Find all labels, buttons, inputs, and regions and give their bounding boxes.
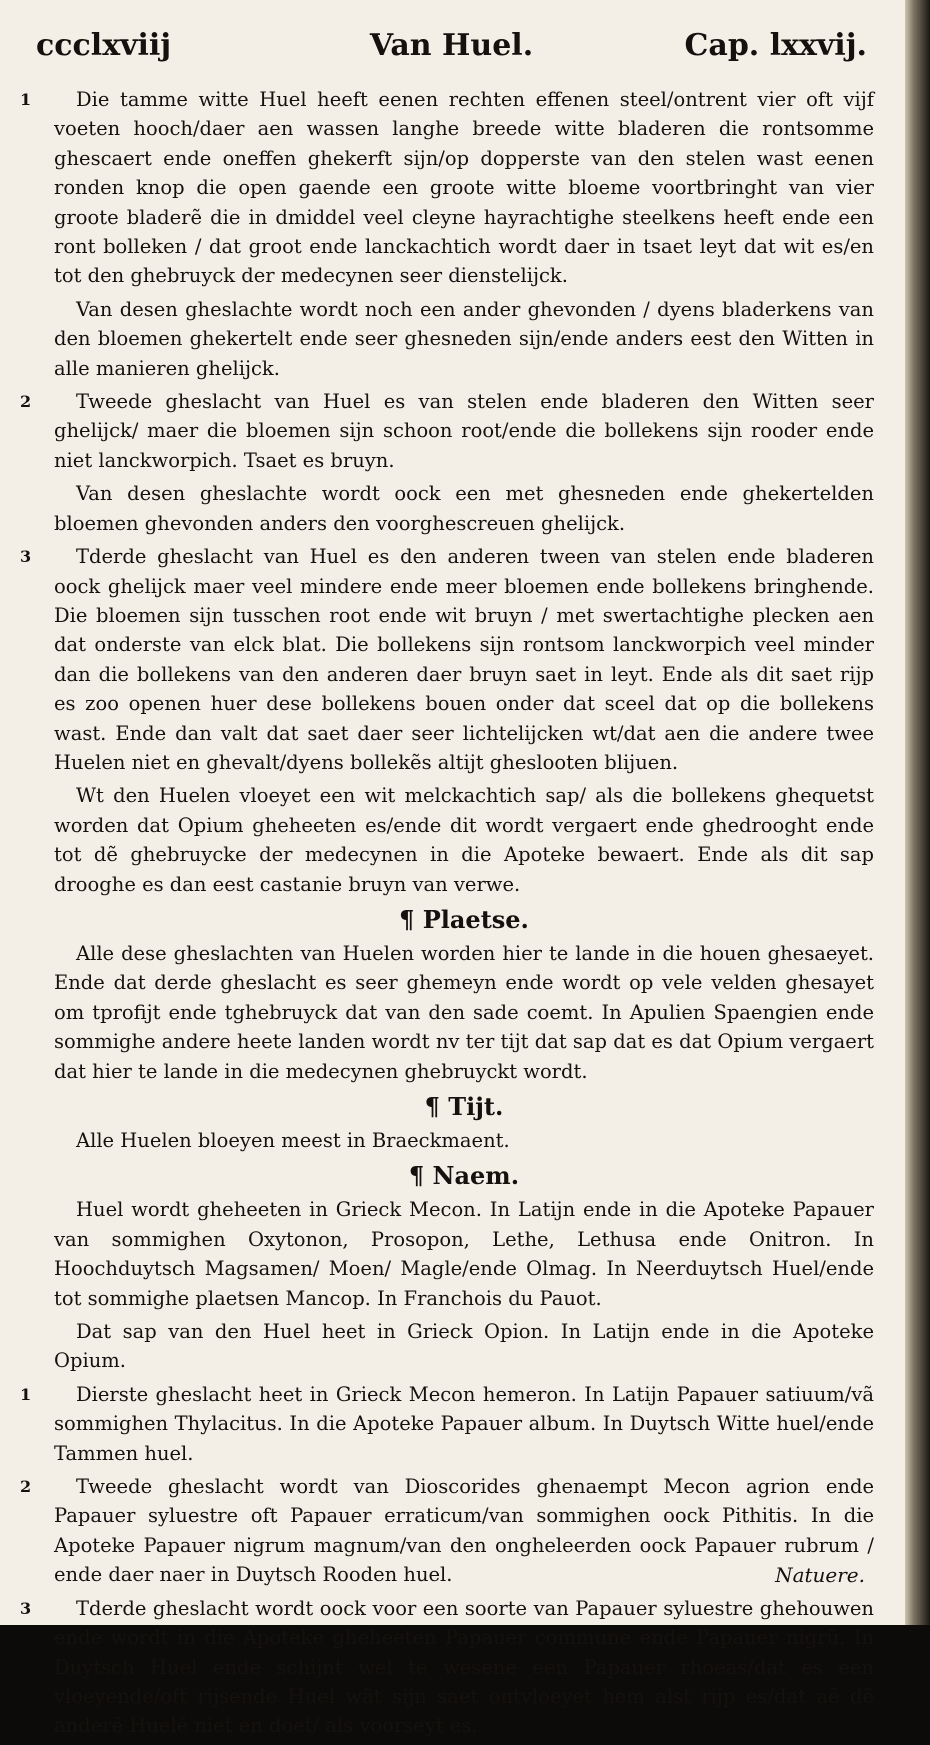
paragraph (54, 479, 874, 538)
running-head (36, 28, 867, 78)
paragraph-text: Alle dese gheslachten van Huelen worden hier te lande in die houen ghesaeyet. Ende dat derde gheslacht es seer ghemeyn ende wordt op vele velden ghesayet om tprofijt ende tghebruyck dat van den sade coemt. In Apulien Spaengien ende sommighe andere heete landen wordt nv ter tijt dat sap dat es dat Opium vergaert dat hier te lande in die medecynen ghebruyckt wordt. (54, 941, 874, 1083)
section-heading: ¶ Plaetse. (399, 904, 529, 934)
paragraph (20, 85, 874, 291)
paragraph-text: Alle Huelen bloeyen meest in Braeckmaent. (76, 1129, 510, 1152)
paragraph (54, 295, 874, 383)
page-edge-shadow (905, 0, 930, 1625)
paragraph-text: Tderde gheslacht van Huel es den anderen tween van stelen ende bladeren oock ghelijck maer veel mindere ende meer bloemen ende bollekens bringhende. Die bloemen sijn tusschen root ende wit bruyn / met swertachtighe plecken aen dat onderste van elck blat. Die bollekens sijn rontsom lanckworpich veel minder dan die bollekens van den anderen daer bruyn saet in leyt. Ende als dit saet rijp es zoo openen huer dese bollekens bouen onder dat sceel dat op die bollekens wast. Ende dan valt dat saet daer seer lichtelijcken wt/dat aen die andere twee Huelen niet en ghevalt/dyens bollekẽs altijt gheslooten blijuen. (54, 545, 874, 774)
paragraph (20, 1380, 874, 1468)
paragraph (20, 1472, 874, 1590)
section-heading: ¶ Tijt. (424, 1092, 504, 1121)
margin-number: 3 (20, 1598, 32, 1618)
text-body (20, 85, 874, 1745)
page-title: Van Huel. (369, 28, 534, 63)
paragraph (54, 1317, 874, 1376)
section-heading: ¶ Naem. (408, 1161, 520, 1191)
paragraph-text: Tweede gheslacht van Huel es van stelen ende bladeren den Witten seer ghelijck/ maer die bloemen sijn schoon root/ende die bollekens sijn rooder ende niet lanckworpich. Tsaet es bruyn. (54, 390, 874, 472)
folio-number: ccclxviij (36, 28, 172, 63)
paragraph-text: Dierste gheslacht heet in Grieck Mecon hemeron. In Latijn Papauer satiuum/vã sommighen Thylacitus. In die Apoteke Papauer album. In Duytsch Witte huel/ende Tammen huel. (54, 1382, 874, 1465)
chapter-number: Cap. lxxvij. (684, 28, 867, 63)
paragraph-text: Wt den Huelen vloeyet een wit melckachtich sap/ als die bollekens ghequetst worden dat Opium gheheeten es/ende dit wordt vergaert ende ghedrooght ende tot dẽ ghebruycke der medecynen in die Apoteke bewaert. Ende als dit sap drooghe es dan eest castanie bruyn van verwe. (54, 784, 874, 896)
paragraph (54, 939, 874, 1086)
paragraph-text: Tweede gheslacht wordt van Dioscorides ghenaempt Mecon agrion ende Papauer syluestre oft Papauer erraticum/van sommighen oock Pithitis. In die Apoteke Papauer nigrum magnum/van den ongheleerden oock Papauer rubrum / ende daer naer in Duytsch Rooden huel. (54, 1475, 874, 1587)
paragraph-text: Huel wordt gheheeten in Grieck Mecon. In Latijn ende in die Apoteke Papauer van sommighen Oxytonon, Prosopon, Lethe, Lethusa ende Onitron. In Hoochduytsch Magsamen/ Moen/ Magle/ende Olmag. In Neerduytsch Huel/ende tot sommighe plaetsen Mancop. In Franchois du Pauot. (54, 1198, 874, 1310)
margin-number: 1 (20, 90, 32, 109)
paragraph-text: Die tamme witte Huel heeft eenen rechten effenen steel/ontrent vier oft vijf voeten hooch/daer aen wassen langhe breede witte bladeren die rontsomme ghescaert ende oneffen ghekerft sijn/op dopperste van den stelen wast eenen ronden knop die open gaende een groote witte bloeme voortbringht van vier groote bladerẽ die in dmiddel veel cleyne hayrachtighe steelkens heeft ende een ront bolleken / dat groot ende lanckachtich wordt daer in tsaet leyt dat wit es/en tot den ghebruyck der medecynen seer dienstelijck. (54, 88, 874, 288)
paragraph (54, 1195, 874, 1313)
paragraph-text: Van desen gheslachte wordt oock een met ghesneden ende ghekertelden bloemen ghevonden anders den voorghescreuen ghelijck. (54, 482, 874, 535)
paragraph-text: Dat sap van den Huel heet in Grieck Opion. In Latijn ende in die Apoteke Opium. (54, 1320, 874, 1373)
margin-number: 2 (20, 392, 32, 412)
paragraph-text: Tderde gheslacht wordt oock voor een soorte van Papauer syluestre ghehouwen ende wordt in die Apoteke gheheeten Papauer commune ende Papauer nigrũ. In Duytsch Huel ende schijnt wel te wesene een Papauer rhoeas/dat es een vloeyende/oft rijsende Huel wãt sijn saet ontvloeyet hem alst rijp es/dat aẽ dẽ anderẽ Huelẽ niet en doet/ als voorseyt es. (54, 1596, 874, 1738)
paragraph (20, 387, 874, 475)
catchword: Natuere. (775, 1563, 865, 1587)
paragraph (20, 542, 874, 777)
paragraph (54, 1126, 874, 1155)
margin-number: 1 (20, 1384, 32, 1404)
margin-number: 2 (20, 1477, 32, 1497)
margin-number: 3 (20, 547, 32, 567)
paragraph (20, 1594, 874, 1741)
paragraph (54, 781, 874, 899)
paragraph-text: Van desen gheslachte wordt noch een ander ghevonden / dyens bladerkens van den bloemen ghekertelt ende seer ghesneden sijn/ende anders eest den Witten in alle manieren ghelijck. (54, 297, 874, 380)
